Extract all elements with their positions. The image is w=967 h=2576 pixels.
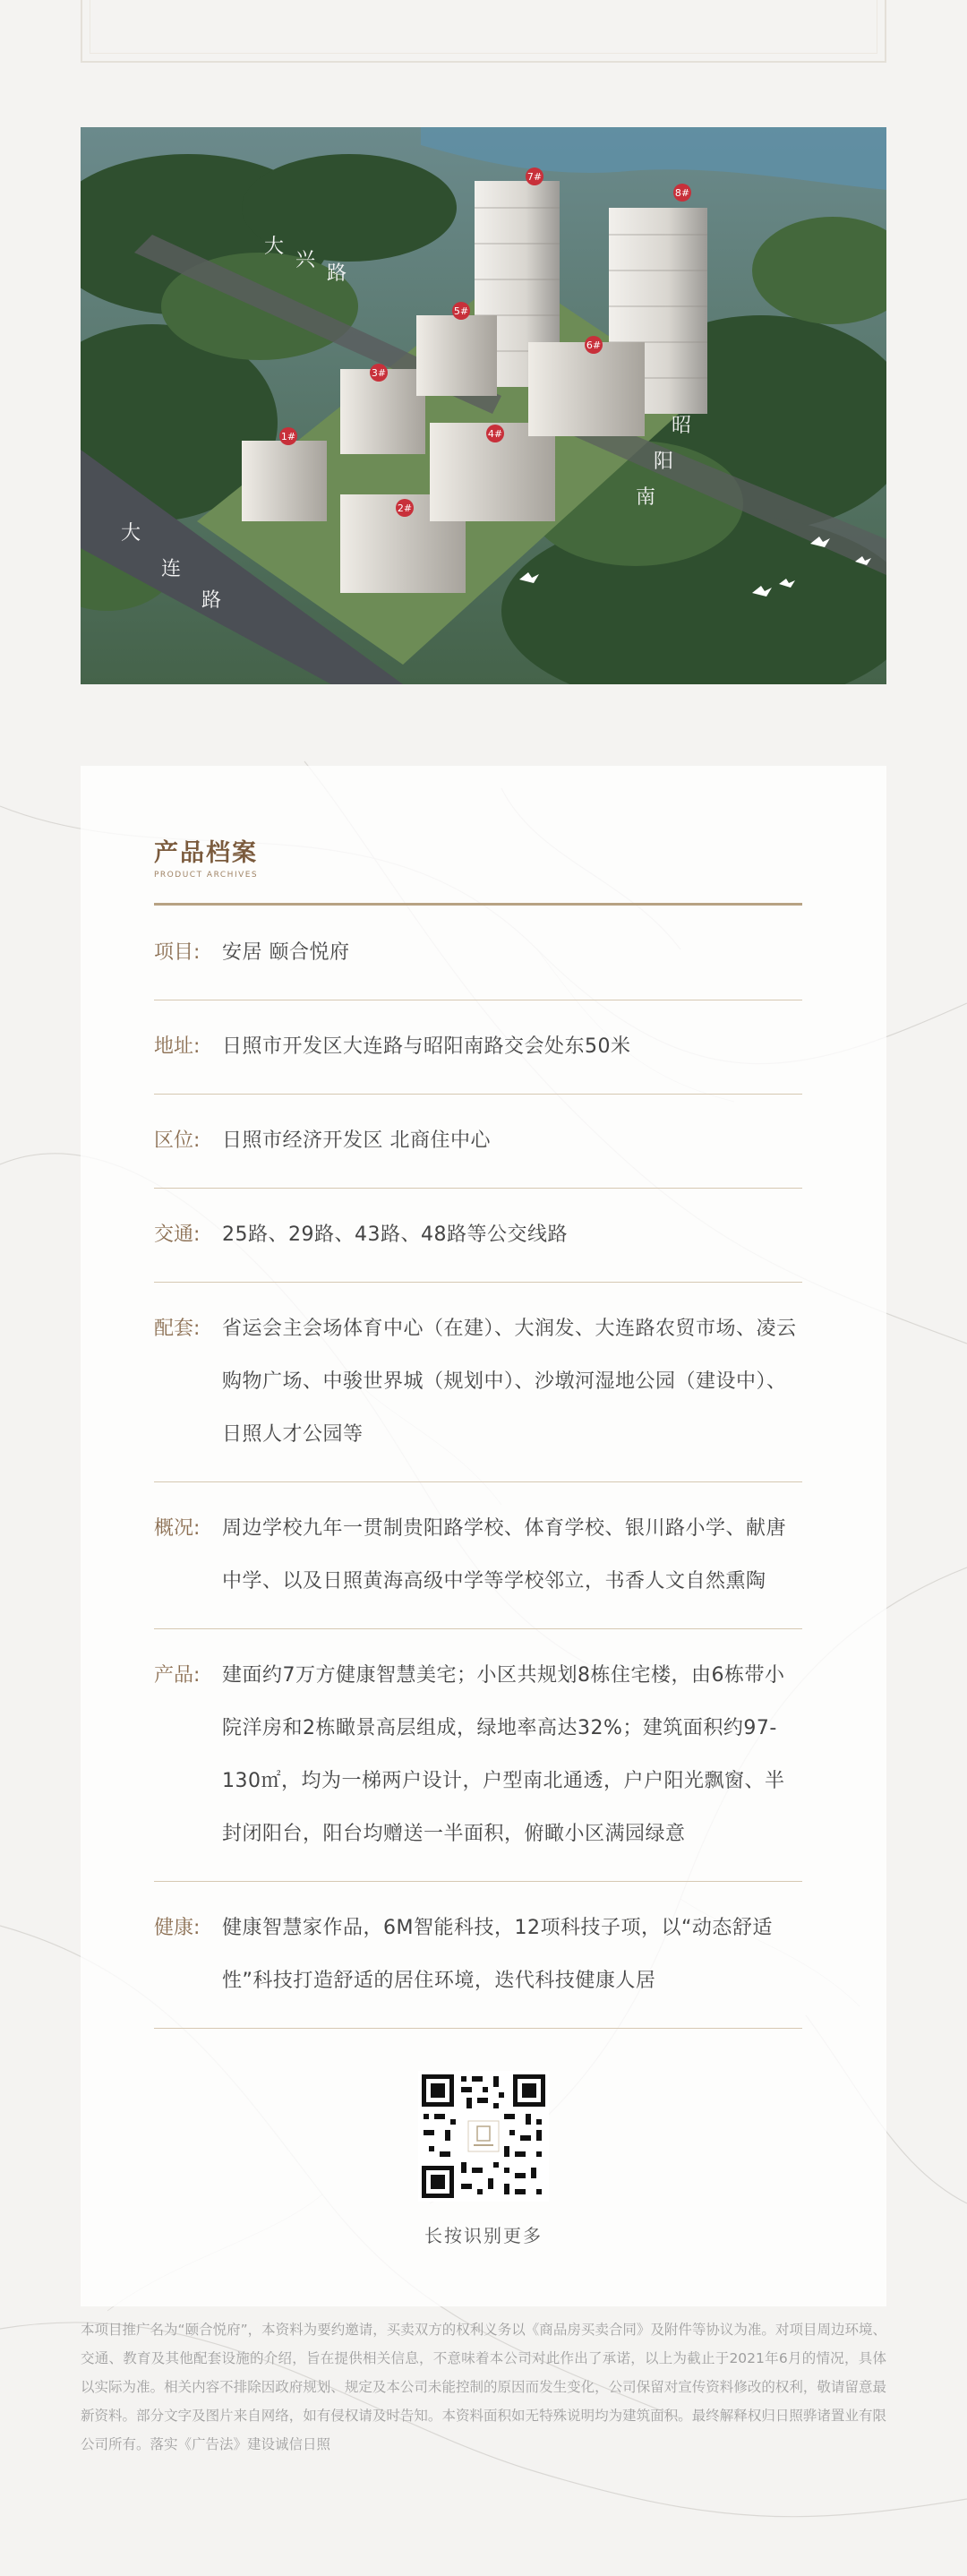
info-row-health — [154, 1882, 802, 2029]
qr-caption: 长按识别更多 — [424, 2225, 543, 2246]
building-tag: 6# — [586, 339, 602, 351]
road-label: 阳 — [654, 451, 674, 473]
info-list — [154, 906, 802, 2029]
building-tag: 2# — [397, 502, 413, 514]
road-label: 路 — [327, 262, 347, 285]
disclaimer: 本项目推广名为“颐合悦府”，本资料为要约邀请，买卖双方的权利义务以《商品房买卖合同》及附件等协议为准。对项目周边环境、交通、教育及其他配套设施的介绍，旨在提供相关信息，不意味着本公司对此作出了承诺，以上为截止于2021年6月的情况，具体以实际为准。相关内容不排除因政府规划、规定及本公司未能控制的原因而发生变化，公司保留对宣传资料修改的权利，敬请留意最新资料。部分文字及图片来自网络，如有侵权请及时告知。本资料面积如无特殊说明均为建筑面积。最终解释权归日照骅诸置业有限公司所有。落实《广告法》建设诚信日照 — [81, 2322, 886, 2452]
info-row-project — [154, 906, 802, 1000]
road-label: 兴 — [295, 249, 316, 271]
info-row-address — [154, 1000, 802, 1095]
building-tag: 4# — [487, 428, 503, 440]
road-label: 大 — [264, 236, 285, 258]
top-frame — [81, 0, 886, 63]
row-label: 交通: — [154, 1224, 201, 1246]
info-row-transport — [154, 1189, 802, 1283]
info-row-product — [154, 1629, 802, 1882]
row-label: 项目: — [154, 941, 201, 964]
qr-code[interactable] — [418, 2071, 549, 2202]
row-label: 区位: — [154, 1129, 201, 1152]
building-tag: 3# — [371, 367, 387, 379]
row-value: 省运会主会场体育中心（在建）、大润发、大连路农贸市场、凌云购物广场、中骏世界城（规划中）、沙墩河湿地公园（建设中）、日照人才公园等 — [222, 1318, 797, 1446]
aerial-rendering — [81, 127, 886, 684]
row-label: 健康: — [154, 1917, 201, 1939]
info-row-location — [154, 1095, 802, 1189]
row-label: 地址: — [154, 1035, 201, 1058]
row-label: 配套: — [154, 1318, 201, 1340]
title-divider — [154, 903, 802, 906]
row-value: 建面约7万方健康智慧美宅；小区共规划8栋住宅楼，由6栋带小院洋房和2栋瞰景高层组成，绿地率高达32%；建筑面积约97-130㎡，均为一梯两户设计，户型南北通透，户户阳光飘窗、半封闭阳台，阳台均赠送一半面积，俯瞰小区满园绿意 — [222, 1664, 785, 1845]
info-row-overview — [154, 1482, 802, 1629]
building-tag: 1# — [280, 431, 296, 442]
info-row-facilities — [154, 1283, 802, 1482]
row-value: 周边学校九年一贯制贵阳路学校、体育学校、银川路小学、献唐中学、以及日照黄海高级中学等学校邻立，书香人文自然熏陶 — [222, 1517, 787, 1593]
road-label: 大 — [121, 522, 141, 545]
road-label: 路 — [201, 589, 222, 612]
row-value: 25路、29路、43路、48路等公交线路 — [222, 1224, 568, 1246]
row-label: 产品: — [154, 1664, 201, 1687]
road-label: 连 — [161, 558, 182, 580]
road-label: 南 — [636, 486, 656, 509]
row-value: 安居 颐合悦府 — [222, 941, 350, 964]
row-value: 日照市经济开发区 北商住中心 — [222, 1129, 491, 1152]
section-title: 产品档案 — [154, 839, 258, 867]
building-tag: 8# — [674, 187, 690, 199]
road-label: 昭 — [672, 415, 692, 437]
row-value: 日照市开发区大连路与昭阳南路交会处东50米 — [222, 1035, 631, 1058]
section-subtitle: PRODUCT ARCHIVES — [154, 871, 259, 880]
building-tag: 5# — [453, 305, 469, 317]
building-tag: 7# — [526, 171, 543, 183]
row-label: 概况: — [154, 1517, 201, 1540]
row-value: 健康智慧家作品，6M智能科技，12项科技子项，以“动态舒适性”科技打造舒适的居住环境，迭代科技健康人居 — [222, 1917, 773, 1992]
